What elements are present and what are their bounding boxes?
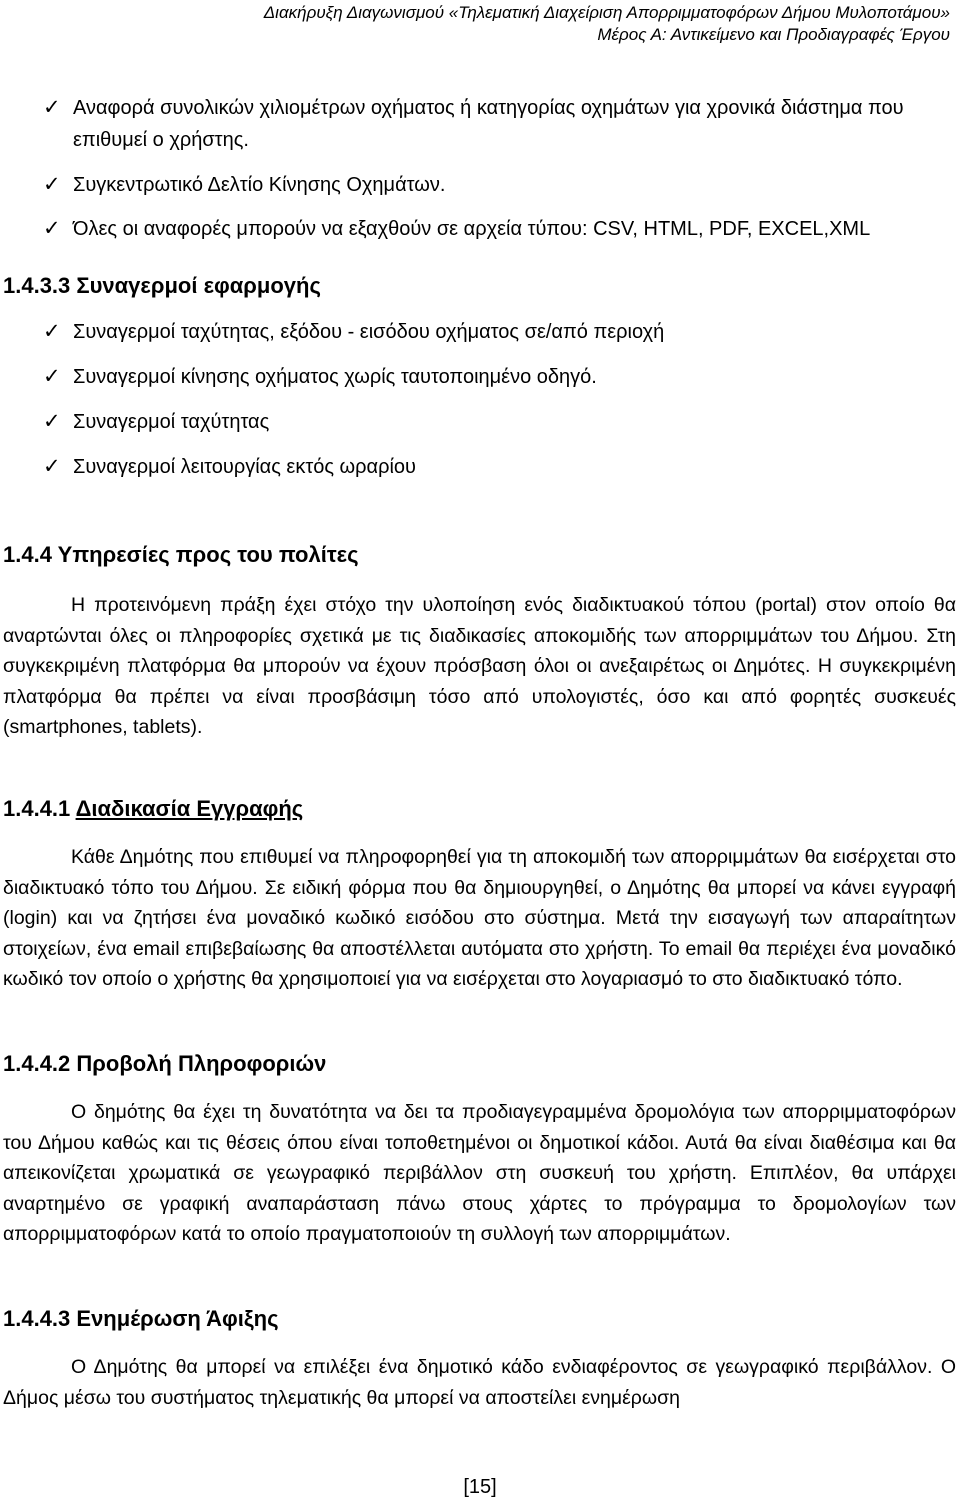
report-features-list xyxy=(3,92,956,244)
list-item xyxy=(3,317,956,347)
section-heading-1433: 1.4.3.3 Συναγερμοί εφαρμογής xyxy=(3,273,321,298)
list-item-text: Συναγερμοί κίνησης οχήματος χωρίς ταυτοποιημένο οδηγό. xyxy=(73,366,597,388)
list-item xyxy=(3,214,956,244)
page-number: [15] xyxy=(463,1476,497,1498)
list-item-text: Συγκεντρωτικό Δελτίο Κίνησης Οχημάτων. xyxy=(73,174,446,196)
section-heading-1443: 1.4.4.3 Ενημέρωση Άφιξης xyxy=(3,1305,279,1331)
list-item-text: Αναφορά συνολικών χιλιομέτρων οχήματος ή κατηγορίας οχημάτων για χρονικά διάστημα που επιθυμεί ο χρήστης. xyxy=(73,97,904,151)
checkmark-icon: ✓ xyxy=(43,365,61,388)
section-paragraph: Η προτεινόμενη πράξη έχει στόχο την υλοποίηση ενός διαδικτυακού τόπου (portal) στον οποίο θα αναρτώνται όλες οι πληροφορίες σχετικά με τις διαδικασίες αποκομιδής των απορριμμάτων του Δήμου. Στη συγκεκριμένη πλατφόρμα θα μπορούν να έχουν πρόσβαση όλοι οι ανεξαιρέτως οι Δημότες. Η συγκεκριμένη πλατφόρμα θα πρέπει να είναι προσβάσιμη τόσο από υπολογιστές, όσο και από φορητές συσκευές (smartphones, tablets). xyxy=(3,594,956,739)
section-paragraph: Ο δημότης θα έχει τη δυνατότητα να δει τα προδιαγεγραμμένα δρομολόγια των απορριμματοφόρων του Δήμου καθώς και τις θέσεις όπου είναι τοποθετημένοι οι δημοτικοί κάδοι. Αυτά θα είναι διαθέσιμα και θα απεικονίζεται χρωματικά σε γεωγραφικό περιβάλλον στη συσκευή του χρήστη. Επιπλέον, θα υπάρχει αναρτημένο σε γραφική αναπαράσταση πάνω στους χάρτες το πρόγραμμα το δρομολογίων των απορριμματοφόρων κατά το οποίο πραγματοποιούν τη συλλογή των απορριμμάτων. xyxy=(3,1100,956,1246)
list-item-text: Συναγερμοί ταχύτητας xyxy=(73,411,270,433)
checkmark-icon: ✓ xyxy=(43,96,61,119)
checkmark-icon: ✓ xyxy=(43,217,61,240)
checkmark-icon: ✓ xyxy=(43,320,61,343)
list-item-text: Όλες οι αναφορές μπορούν να εξαχθούν σε αρχεία τύπου: CSV, HTML, PDF, EXCEL,XML xyxy=(73,218,871,240)
checkmark-icon: ✓ xyxy=(43,410,61,433)
section-heading-1441 xyxy=(3,794,956,824)
list-item xyxy=(3,407,956,437)
section-heading-1442: 1.4.4.2 Προβολή Πληροφοριών xyxy=(3,1050,327,1076)
section-paragraph: Ο Δημότης θα μπορεί να επιλέξει ένα δημοτικό κάδο ενδιαφέροντος σε γεωγραφικό περιβάλλον. Ο Δήμος μέσω του συστήματος τηλεματικής θα μπορεί να αποστείλει ενημέρωση xyxy=(3,1355,956,1409)
section-paragraph: Κάθε Δημότης που επιθυμεί να πληροφορηθεί για τη αποκομιδή των απορριμμάτων θα εισέρχεται στο διαδικτυακό τόπο του Δήμου. Σε ειδική φόρμα που θα δημιουργηθεί, ο Δημότης θα μπορεί να κάνει εγγραφή (login) και να ζητήσει ένα μοναδικό κωδικό εισόδου στο σύστημα. Μετά την εισαγωγή των απαραίτητων στοιχείων, ένα email επιβεβαίωσης θα αποστέλλεται αυτόματα στο χρήστη. Το email θα περιέχει ένα μοναδικό κωδικό τον οποίο ο χρήστης θα χρησιμοποιεί για να εισέρχεται στο λογαριασμό το στο διαδικτυακό τόπο. xyxy=(3,845,956,991)
checkmark-icon: ✓ xyxy=(43,173,61,196)
section-number: 1.4.4.1 xyxy=(3,795,71,821)
list-item xyxy=(3,170,956,200)
list-item xyxy=(3,452,956,482)
alarms-list xyxy=(3,317,956,482)
list-item-text: Συναγερμοί ταχύτητας, εξόδου - εισόδου οχήματος σε/από περιοχή xyxy=(73,321,665,343)
header-subtitle: Μέρος Α: Αντικείμενο και Προδιαγραφές Έργου xyxy=(597,25,950,44)
list-item xyxy=(3,362,956,392)
list-item xyxy=(3,92,956,156)
page-header xyxy=(3,0,956,46)
section-heading-144: 1.4.4 Υπηρεσίες προς του πολίτες xyxy=(3,542,359,567)
checkmark-icon: ✓ xyxy=(43,455,61,478)
header-title: Διακήρυξη Διαγωνισμού «Τηλεματική Διαχείριση Απορριμματοφόρων Δήμου Μυλοποτάμου» xyxy=(263,3,950,22)
list-item-text: Συναγερμοί λειτουργίας εκτός ωραρίου xyxy=(73,456,416,478)
section-title: Διαδικασία Εγγραφής xyxy=(75,795,304,821)
